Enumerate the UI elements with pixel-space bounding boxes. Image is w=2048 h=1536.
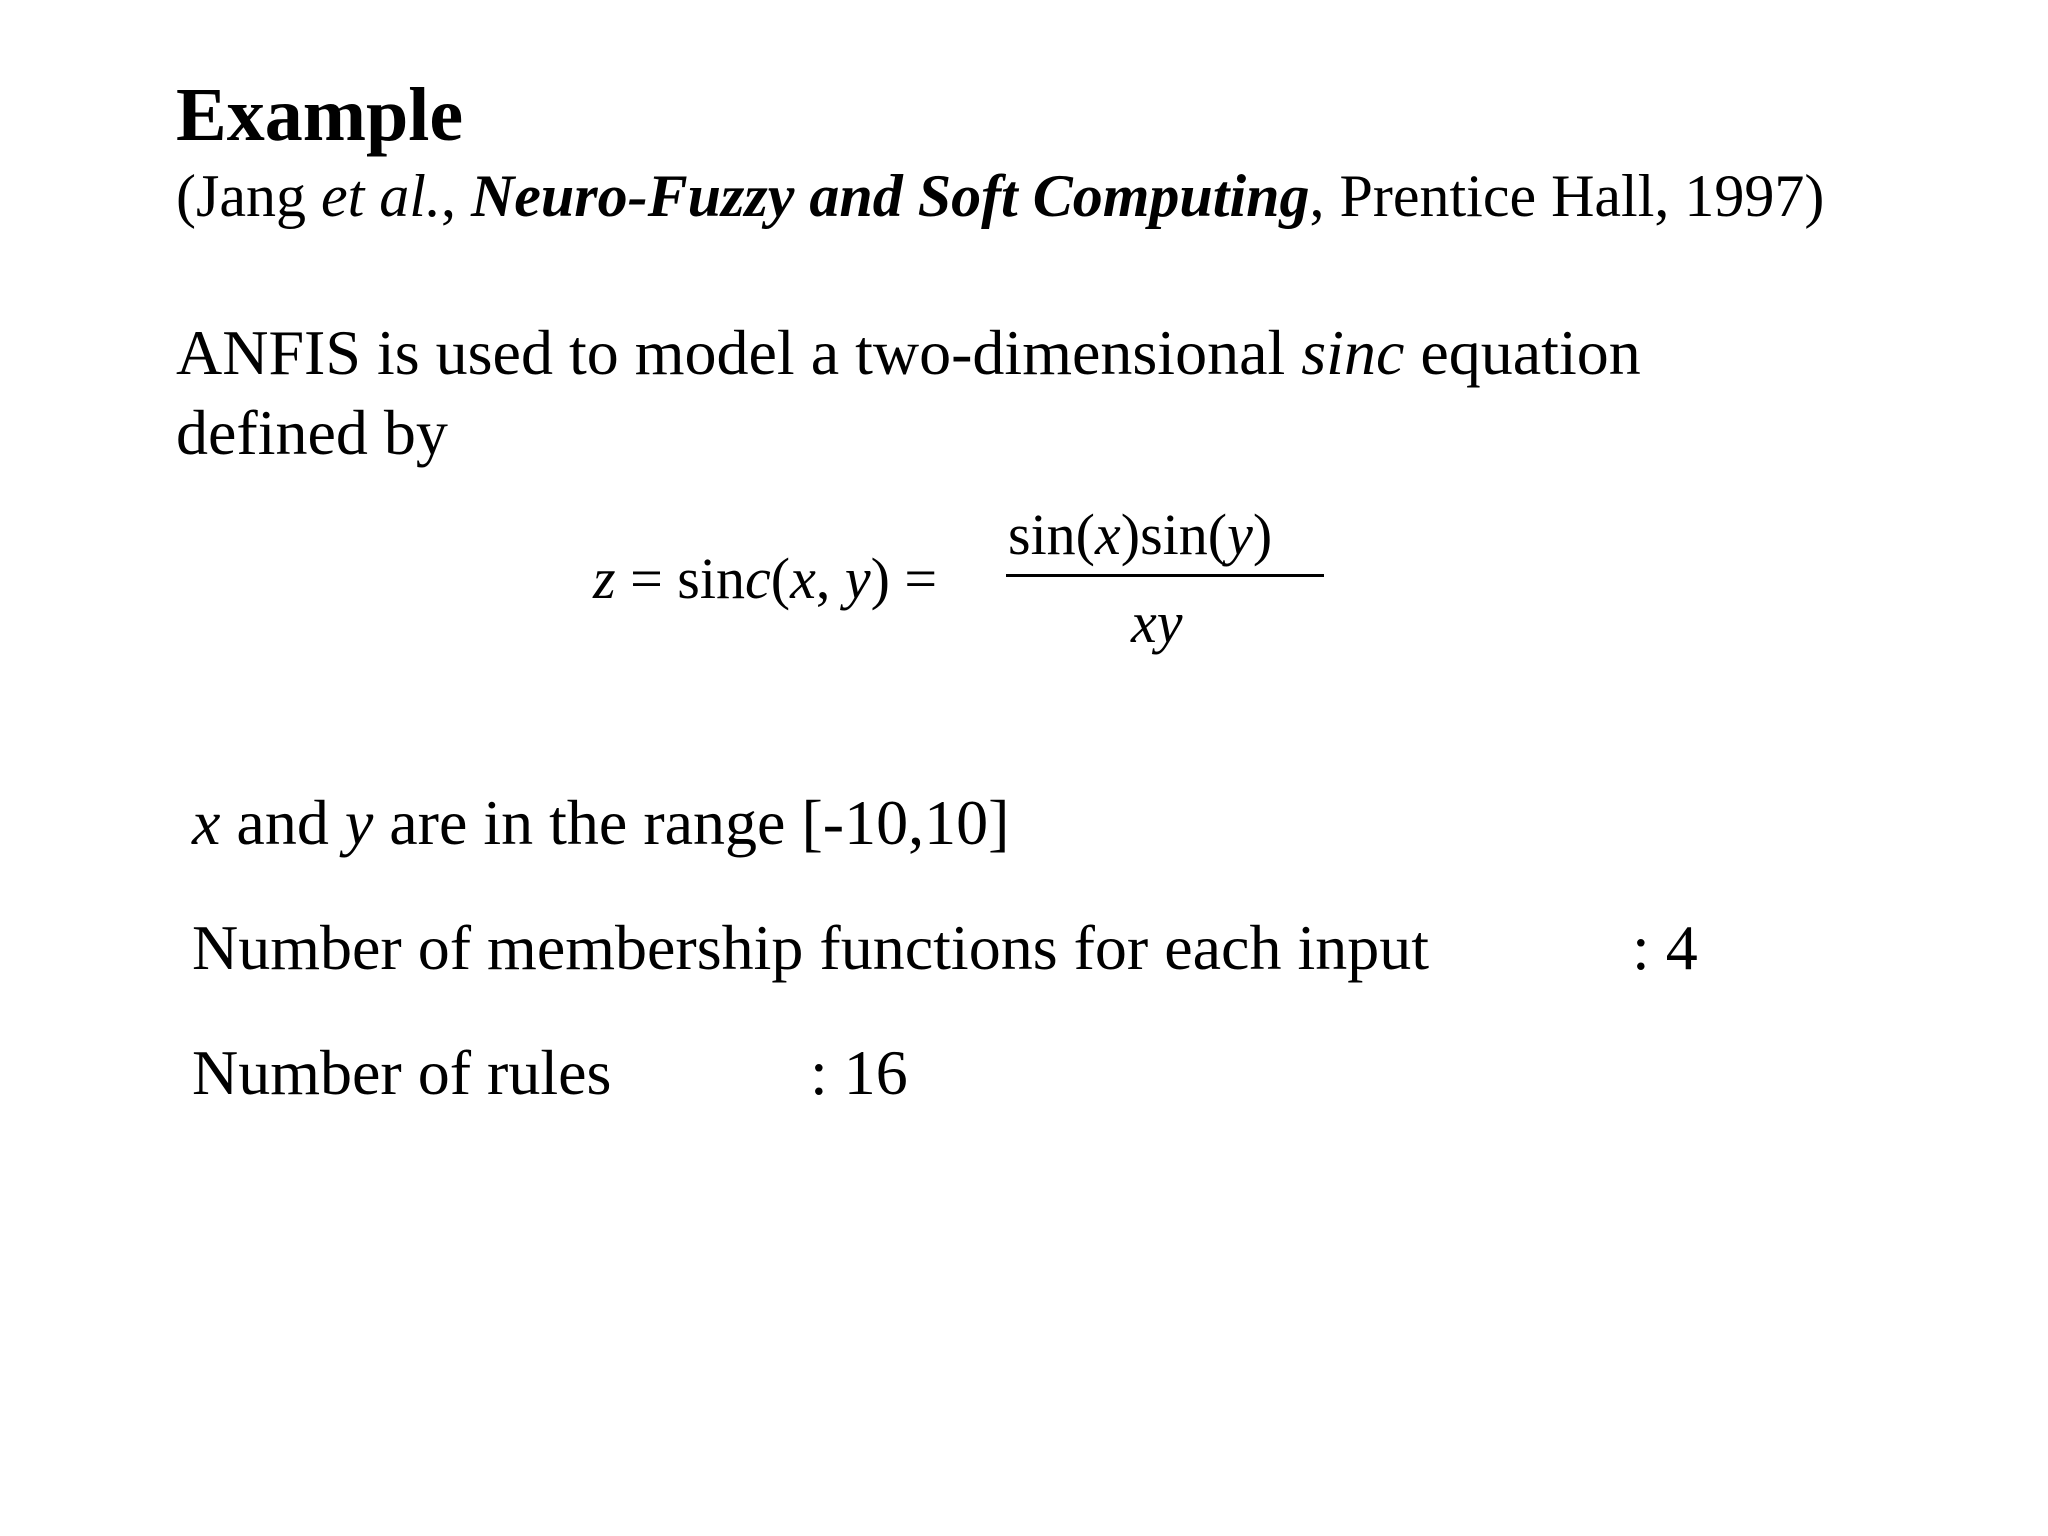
intro-line-2: defined by — [176, 397, 448, 468]
citation-publisher: , Prentice Hall, 1997) — [1309, 163, 1825, 229]
equation-numerator — [1008, 500, 1272, 570]
intro-text-a: ANFIS is used to model a two-dimensional — [176, 317, 1302, 388]
rules-label: Number of rules — [192, 1037, 612, 1108]
eq-x: x — [790, 546, 816, 611]
rules-value: : 16 — [810, 1037, 908, 1108]
citation-comma: , — [440, 163, 471, 229]
num-mid: )sin( — [1120, 502, 1228, 567]
intro-sinc-word: sinc — [1301, 317, 1405, 388]
range-text: are in the range [-10,10] — [373, 787, 1010, 858]
range-y: y — [344, 787, 374, 858]
citation — [176, 160, 1824, 232]
citation-et-al: et al. — [320, 163, 441, 229]
sinc-equation — [593, 500, 1333, 670]
fraction-bar — [1006, 574, 1324, 577]
num-x: x — [1095, 502, 1121, 567]
eq-paren-close-equals: ) = — [870, 546, 938, 611]
eq-z: z — [593, 546, 616, 611]
slide-title: Example — [176, 73, 464, 157]
eq-paren-open: ( — [770, 546, 791, 611]
membership-functions-label: Number of membership functions for each input — [192, 912, 1429, 983]
membership-functions-value: : 4 — [1632, 912, 1698, 983]
eq-y: y — [844, 546, 871, 611]
citation-open: (Jang — [176, 163, 321, 229]
equation-lhs — [593, 544, 937, 614]
range-line — [192, 785, 1009, 862]
eq-c: c — [744, 546, 771, 611]
num-close: ) — [1252, 502, 1273, 567]
equation-denominator: xy — [1131, 590, 1183, 655]
range-x: x — [192, 787, 221, 858]
num-y: y — [1227, 502, 1253, 567]
range-and: and — [220, 787, 345, 858]
intro-text-b: equation — [1404, 317, 1641, 388]
eq-equals-sin: = sin — [615, 546, 745, 611]
citation-book-title: Neuro-Fuzzy and Soft Computing — [470, 163, 1310, 229]
intro-line-1 — [176, 315, 1641, 392]
num-sin-open: sin( — [1008, 502, 1095, 567]
eq-comma: , — [815, 546, 845, 611]
